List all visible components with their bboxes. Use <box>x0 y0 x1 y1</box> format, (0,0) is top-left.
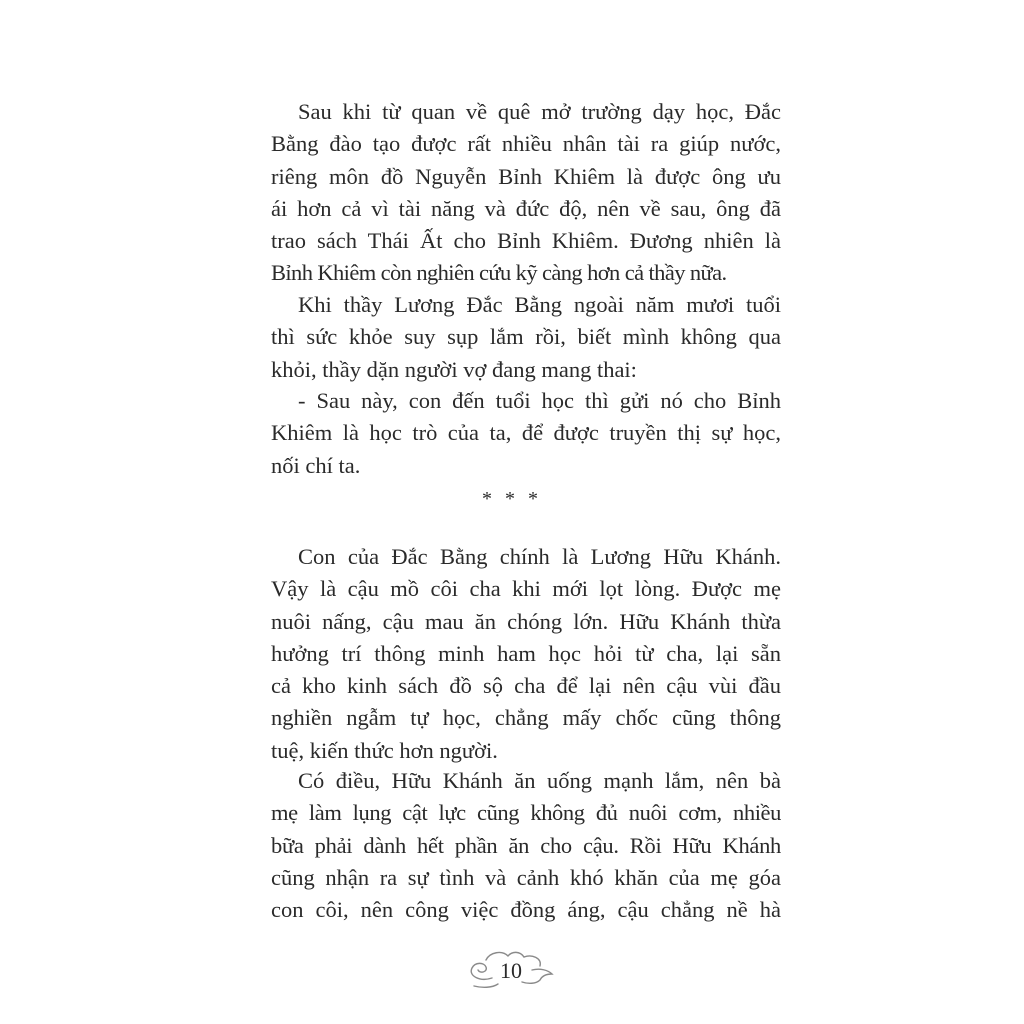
text-line: thì sức khỏe suy sụp lắm rồi, biết mình không qua <box>271 324 781 350</box>
text-line: nuôi nấng, cậu mau ăn chóng lớn. Hữu Khánh thừa <box>271 608 781 634</box>
paragraph-3-dialogue <box>271 385 781 482</box>
text-line: Vậy là cậu mồ côi cha khi mới lọt lòng. Được mẹ <box>271 576 781 602</box>
text-line: tuệ, kiến thức hơn người. <box>271 737 498 763</box>
text-line: Bằng đào tạo được rất nhiều nhân tài ra giúp nước, <box>271 131 781 157</box>
paragraph-4 <box>271 541 781 767</box>
text-line: - Sau này, con đến tuổi học thì gửi nó cho Bỉnh <box>298 388 781 413</box>
text-line: Bỉnh Khiêm còn nghiên cứu kỹ càng hơn cả thầy nữa. <box>271 260 727 286</box>
page-footer <box>462 948 562 994</box>
section-separator: * * * <box>482 488 542 510</box>
text-line: mẹ làm lụng cật lực cũng không đủ nuôi cơm, nhiều <box>271 800 781 826</box>
paragraph-1 <box>271 96 781 290</box>
text-line: trao sách Thái Ất cho Bỉnh Khiêm. Đương nhiên là <box>271 228 781 254</box>
text-line: hưởng trí thông minh ham học hỏi từ cha, lại sẵn <box>271 640 781 666</box>
text-line: Khiêm là học trò của ta, để được truyền thị sự học, <box>271 420 781 446</box>
paragraph-5 <box>271 765 781 926</box>
text-line: bữa phải dành hết phần ăn cho cậu. Rồi Hữu Khánh <box>271 832 781 858</box>
paragraph-2 <box>271 289 781 386</box>
text-line: ái hơn cả vì tài năng và đức độ, nên về sau, ông đã <box>271 195 781 221</box>
text-line: cũng nhận ra sự tình và cảnh khó khăn của mẹ góa <box>271 864 781 890</box>
page-number: 10 <box>500 958 522 983</box>
text-line: cả kho kinh sách đồ sộ cha để lại nên cậu vùi đầu <box>271 673 781 699</box>
text-line: riêng môn đồ Nguyễn Bỉnh Khiêm là được ông ưu <box>271 163 781 189</box>
text-line: Khi thầy Lương Đắc Bằng ngoài năm mươi tuổi <box>298 292 781 317</box>
text-line: Sau khi từ quan về quê mở trường dạy học, Đắc <box>298 99 781 124</box>
text-line: Con của Đắc Bằng chính là Lương Hữu Khánh. <box>298 544 781 569</box>
text-line: nối chí ta. <box>271 452 361 478</box>
text-line: Có điều, Hữu Khánh ăn uống mạnh lắm, nên bà <box>298 768 781 793</box>
text-line: khỏi, thầy dặn người vợ đang mang thai: <box>271 356 637 382</box>
text-line: nghiền ngẫm tự học, chẳng mấy chốc cũng thông <box>271 705 781 731</box>
text-line: con côi, nên công việc đồng áng, cậu chẳng nề hà <box>271 897 781 923</box>
